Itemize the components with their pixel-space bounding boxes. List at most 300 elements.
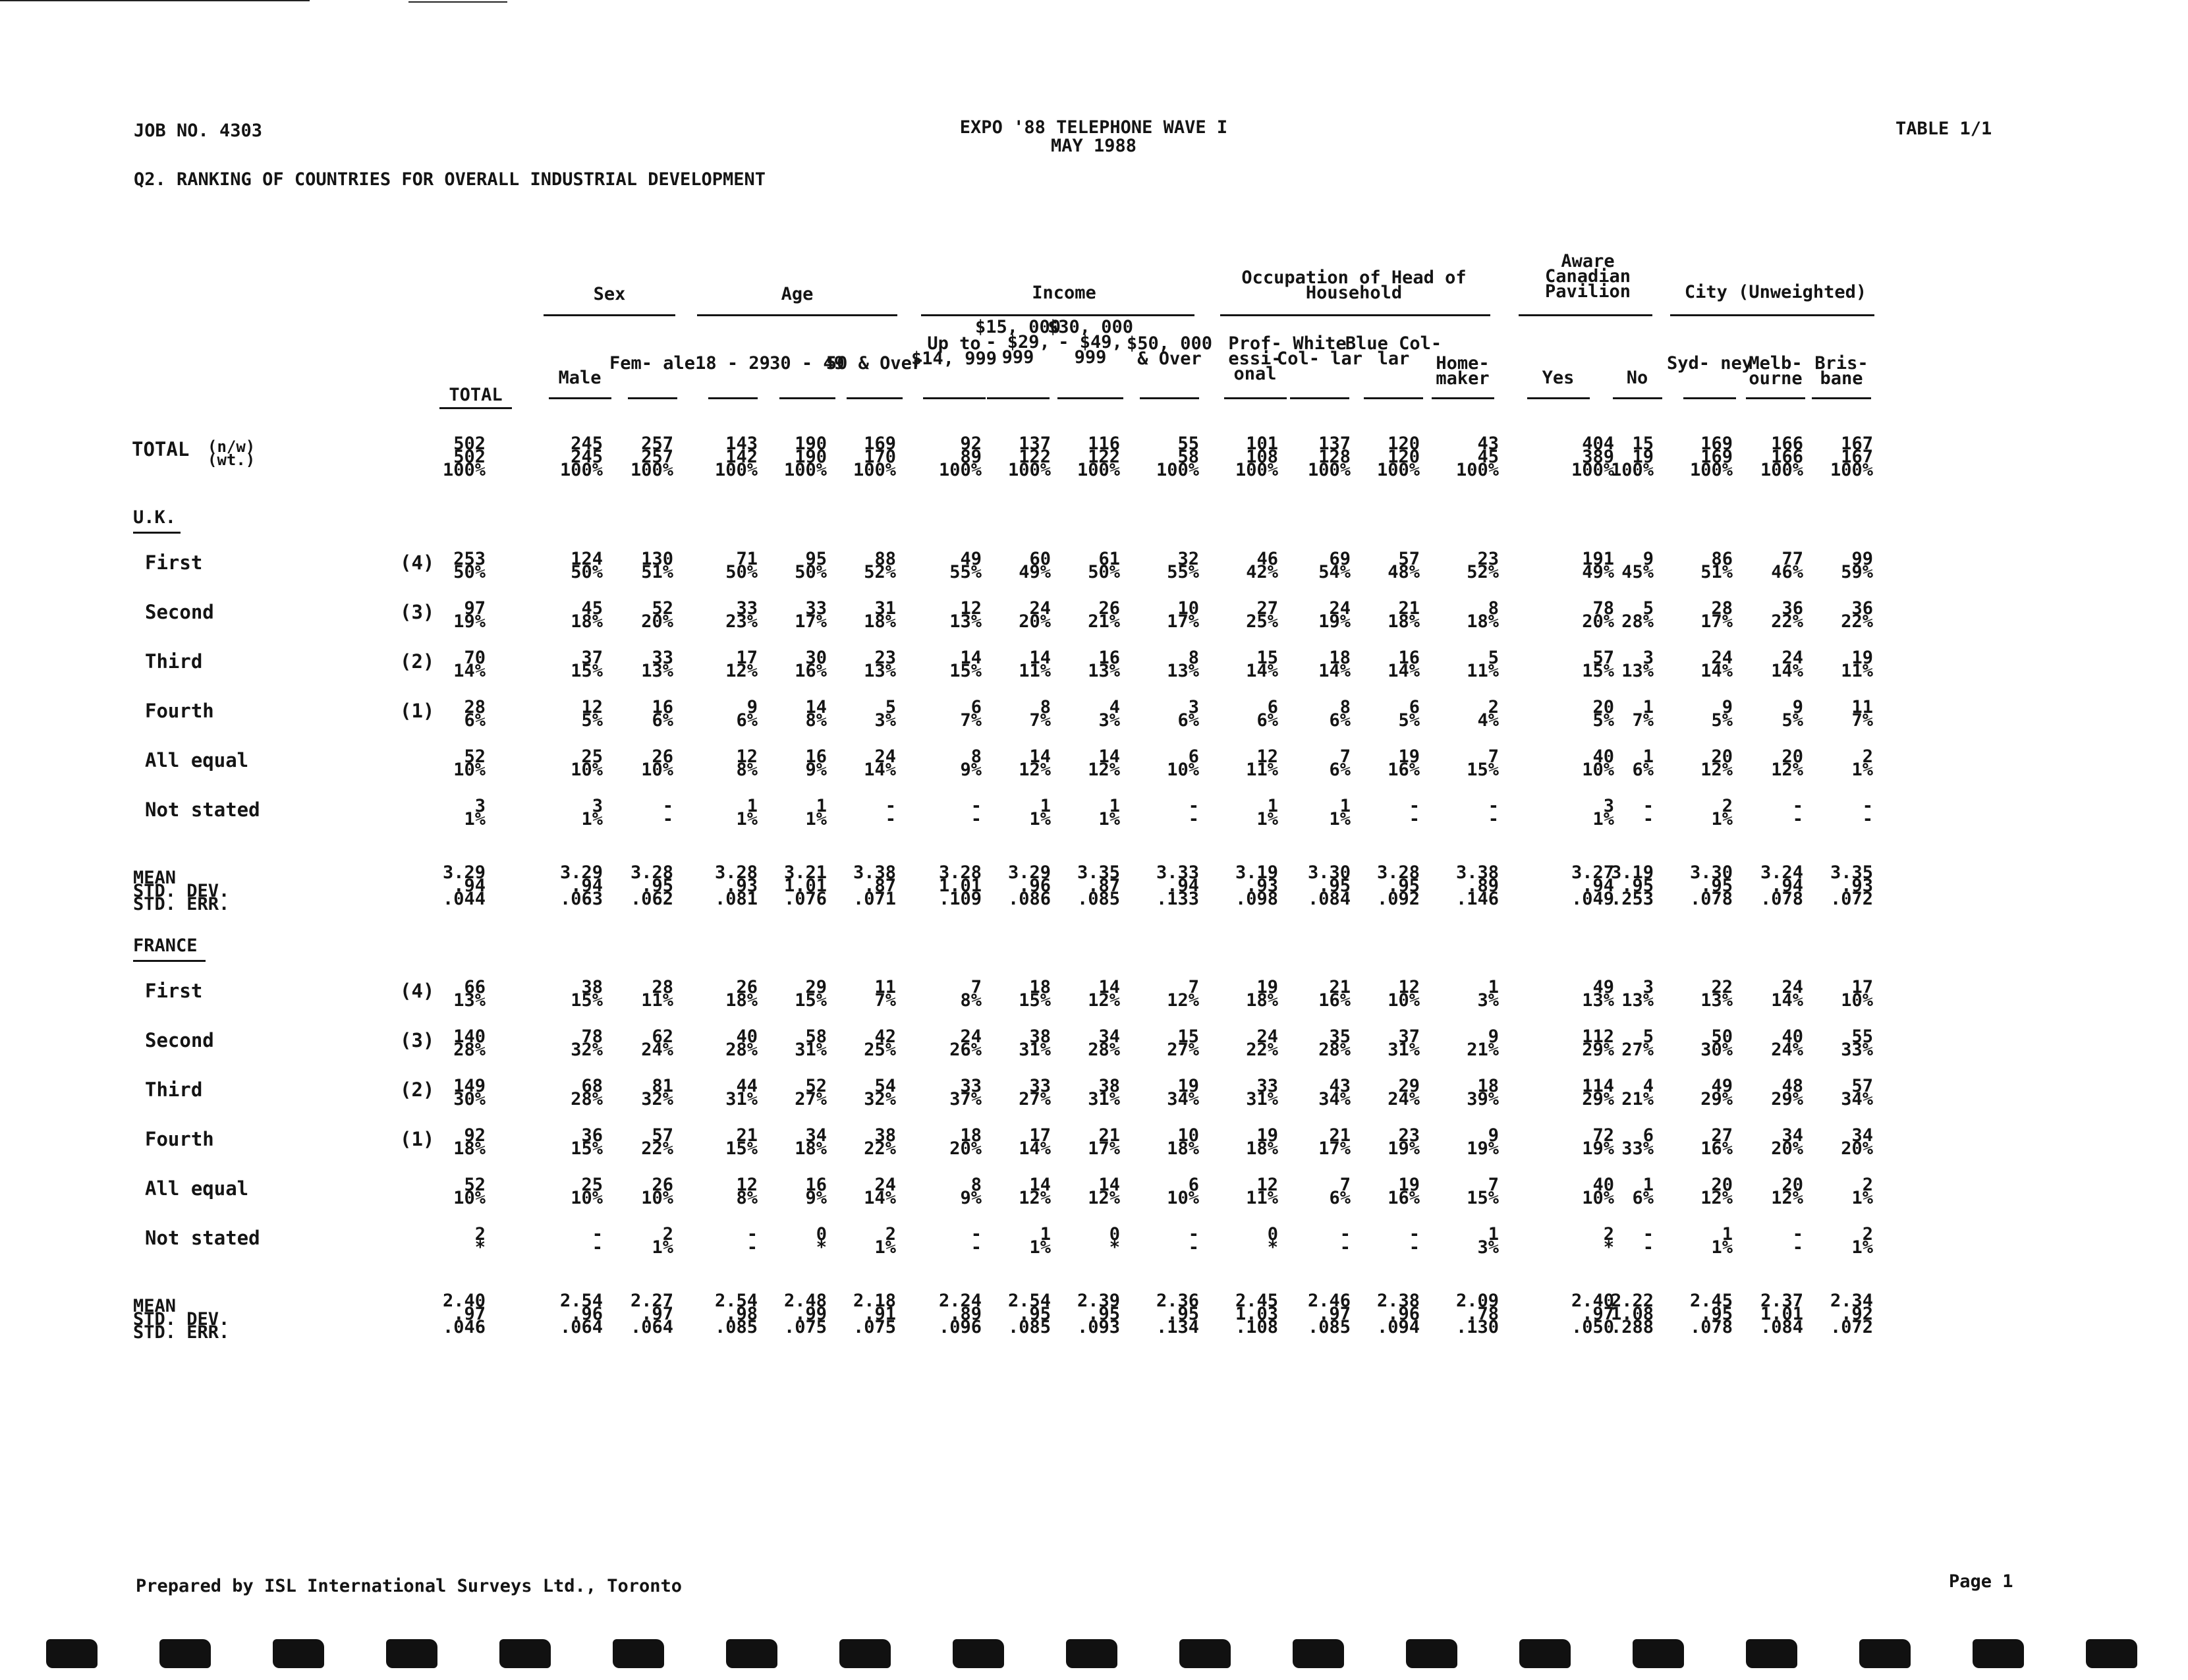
section-title-underline [133,960,206,962]
table-cell: 49 55% [949,549,982,582]
scan-mark [839,1639,891,1668]
table-cell: 70 14% [453,648,486,681]
scan-mark [386,1639,437,1668]
table-cell: 190 190 100% [783,434,827,480]
table-cell: 1 1% [1098,796,1120,829]
column-header-underline [1432,397,1494,399]
group-header-label: Income [1032,283,1096,303]
row-label: Fourth [145,700,214,722]
table-cell: 169 169 100% [1689,434,1733,480]
column-header-underline [628,397,677,399]
table-cell: - - [662,796,673,829]
table-cell: 26 10% [641,746,673,780]
table-cell: 2.54 .96 .064 [559,1291,603,1337]
table-cell: 40 10% [1582,746,1614,780]
row-label: Second [145,601,214,623]
table-cell: 5 3% [874,697,896,731]
table-cell: 15 19 100% [1610,434,1654,480]
table-cell: 24 14% [1700,648,1733,681]
table-cell: 14 15% [949,648,982,681]
table-cell: 50 30% [1700,1026,1733,1060]
table-cell: 9 6% [736,697,758,731]
table-cell: - - [1792,796,1803,829]
column-header: $50, 000 & Over [1126,333,1213,369]
column-header: Male [558,368,602,388]
scan-mark [613,1639,664,1668]
table-cell: 69 54% [1318,549,1351,582]
table-cell: 35 28% [1318,1026,1351,1060]
table-cell: 3.30 .95 .084 [1307,862,1351,909]
table-cell: 257 257 100% [630,434,673,480]
table-number: TABLE 1/1 [1895,119,1992,139]
table-cell: 14 12% [1019,1175,1051,1208]
table-cell: 1 1% [1711,1224,1733,1258]
scan-mark [1179,1639,1231,1668]
table-cell: 140 28% [453,1026,486,1060]
table-cell: 60 49% [1019,549,1051,582]
table-cell: 2.40 .97 .046 [442,1291,486,1337]
table-cell: 2.22 1.08 .288 [1610,1291,1654,1337]
table-cell: 3.28 1.01 .109 [938,862,982,909]
table-cell: 6 6% [1256,697,1278,731]
table-cell: 33 23% [725,598,758,632]
table-cell: 57 15% [1582,648,1614,681]
row-label: First [145,551,203,574]
scan-mark [1859,1639,1911,1668]
column-header: No [1626,368,1648,388]
column-header-underline [708,397,758,399]
table-cell: 0 * [1109,1224,1120,1258]
table-cell: 7 6% [1329,1175,1351,1208]
table-cell: 78 20% [1582,598,1614,632]
table-cell: 29 15% [795,977,827,1011]
table-cell: 1 7% [1632,697,1654,731]
table-cell: 14 12% [1088,977,1120,1011]
table-cell: 38 22% [864,1125,896,1159]
table-cell: 2.37 1.01 .084 [1760,1291,1803,1337]
table-cell: 112 29% [1582,1026,1614,1060]
table-cell: 15 14% [1246,648,1278,681]
table-cell: 3.30 .95 .078 [1689,862,1733,909]
table-cell: 2.36 .95 .134 [1156,1291,1199,1337]
table-cell: 29 24% [1388,1076,1420,1109]
table-cell: 24 14% [864,1175,896,1208]
table-cell: 21 17% [1318,1125,1351,1159]
table-cell: 2.45 .95 .078 [1689,1291,1733,1337]
table-cell: 23 19% [1388,1125,1420,1159]
table-cell: 14 8% [805,697,827,731]
table-cell: 40 28% [725,1026,758,1060]
table-cell: 28 17% [1700,598,1733,632]
table-cell: 143 142 100% [714,434,758,480]
page-number: Page 1 [1949,1571,2013,1592]
table-cell: - - [1792,1224,1803,1258]
table-cell: 48 29% [1771,1076,1803,1109]
column-header-underline [1812,397,1871,399]
table-cell: - - [1409,796,1420,829]
table-cell: 3.28 .95 .092 [1376,862,1420,909]
table-cell: 1 1% [1256,796,1278,829]
report-title-line1: EXPO '88 TELEPHONE WAVE I [959,117,1228,138]
table-cell: 4 21% [1621,1076,1654,1109]
table-cell: 16 9% [805,746,827,780]
table-cell: 58 31% [795,1026,827,1060]
table-cell: 120 120 100% [1376,434,1420,480]
column-header-underline [549,397,611,399]
table-cell: 2 1% [1851,746,1873,780]
group-header-label: Age [781,284,814,304]
table-cell: 66 13% [453,977,486,1011]
table-cell: 17 10% [1841,977,1873,1011]
table-cell: 116 122 100% [1077,434,1120,480]
row-label: Second [145,1029,214,1051]
table-cell: 137 122 100% [1007,434,1051,480]
table-cell: 37 15% [571,648,603,681]
table-cell: - - [970,796,982,829]
scan-mark [1293,1639,1344,1668]
table-cell: 2 1% [1711,796,1733,829]
table-cell: 101 108 100% [1235,434,1278,480]
table-cell: 8 18% [1467,598,1499,632]
table-cell: 34 20% [1771,1125,1803,1159]
table-cell: 8 6% [1329,697,1351,731]
table-cell: 0 * [816,1224,827,1258]
table-cell: 52 27% [795,1076,827,1109]
table-cell: 21 15% [725,1125,758,1159]
table-cell: 24 19% [1318,598,1351,632]
table-cell: 2.38 .96 .094 [1376,1291,1420,1337]
table-cell: 24 14% [1771,648,1803,681]
table-cell: 99 59% [1841,549,1873,582]
table-cell: 16 14% [1388,648,1420,681]
top-edge-line-2 [408,1,507,3]
section-title: U.K. [133,507,177,528]
table-cell: 9 5% [1711,697,1733,731]
table-cell: 38 31% [1088,1076,1120,1109]
column-header-underline [923,397,986,399]
table-cell: 6 5% [1398,697,1420,731]
table-cell: 57 48% [1388,549,1420,582]
scan-mark [953,1639,1004,1668]
table-cell: 25 10% [571,1175,603,1208]
column-header-underline [1057,397,1123,399]
table-cell: 19 11% [1841,648,1873,681]
table-cell: 27 16% [1700,1125,1733,1159]
scan-mark [1633,1639,1684,1668]
table-cell: 16 9% [805,1175,827,1208]
table-cell: 44 31% [725,1076,758,1109]
table-cell: 5 28% [1621,598,1654,632]
table-cell: 1 1% [736,796,758,829]
table-cell: 3.28 .95 .062 [630,862,673,909]
table-cell: 1 1% [1029,1224,1051,1258]
table-cell: 3.28 .93 .081 [714,862,758,909]
table-cell: 2 * [474,1224,486,1258]
table-cell: 2.40 .97 .050 [1571,1291,1614,1337]
table-cell: 1 1% [1029,796,1051,829]
table-cell: 2.34 .92 .072 [1830,1291,1873,1337]
table-cell: 46 42% [1246,549,1278,582]
column-header-underline [1683,397,1736,399]
total-row-sublabel: (n/w) (wt.) [208,437,256,469]
table-cell: 40 24% [1771,1026,1803,1060]
group-header-label: Occupation of Head of Household [1241,267,1467,303]
scan-mark [1746,1639,1797,1668]
row-score-code: (2) [400,650,435,673]
job-number: JOB NO. 4303 [134,121,263,141]
table-cell: 3 13% [1621,977,1654,1011]
table-cell: 18 39% [1467,1076,1499,1109]
table-cell: 3.19 .93 .098 [1235,862,1278,909]
column-header: Bris- bane [1814,353,1868,389]
table-cell: 9 45% [1621,549,1654,582]
table-cell: 49 29% [1700,1076,1733,1109]
table-cell: 14 12% [1019,746,1051,780]
table-cell: 16 13% [1088,648,1120,681]
table-cell: 33 13% [641,648,673,681]
table-cell: 8 9% [960,746,982,780]
table-cell: 502 502 100% [442,434,486,480]
table-cell: 12 11% [1246,1175,1278,1208]
column-header: $30, 000 - $49, 999 [1047,317,1134,368]
table-cell: 12 11% [1246,746,1278,780]
table-cell: 3 13% [1621,648,1654,681]
table-cell: 26 21% [1088,598,1120,632]
table-cell: 3 1% [464,796,486,829]
column-header: 18 - 29 [695,353,770,374]
row-label: Not stated [145,1227,260,1249]
table-cell: 22 13% [1700,977,1733,1011]
table-cell: 20 12% [1700,746,1733,780]
scan-mark [2086,1639,2137,1668]
scan-mark [1406,1639,1457,1668]
table-cell: 21 18% [1388,598,1420,632]
table-cell: 20 12% [1771,746,1803,780]
column-header-underline [1364,397,1423,399]
scan-mark [46,1639,98,1668]
table-cell: 19 34% [1167,1076,1199,1109]
table-cell: - - [592,1224,603,1258]
column-header: 50 & Over [826,353,923,374]
table-cell: 3.27 .94 .049 [1571,862,1614,909]
table-cell: 81 32% [641,1076,673,1109]
scan-mark [726,1639,777,1668]
report-title-line2: MAY 1988 [1050,136,1137,156]
table-cell: 55 58 100% [1156,434,1199,480]
table-cell: 33 37% [949,1076,982,1109]
scan-mark [1519,1639,1571,1668]
table-cell: 2.54 .95 .085 [1007,1291,1051,1337]
table-cell: 21 17% [1088,1125,1120,1159]
column-header-underline [1140,397,1199,399]
group-header-underline [1220,314,1490,316]
group-header-label: City (Unweighted) [1684,282,1867,302]
table-cell: - - [970,1224,982,1258]
table-cell: 3.38 .89 .146 [1455,862,1499,909]
group-header-label: Aware Canadian Pavilion [1544,251,1631,302]
table-cell: 78 32% [571,1026,603,1060]
table-cell: 10 17% [1167,598,1199,632]
table-cell: 57 34% [1841,1076,1873,1109]
table-cell: - - [1339,1224,1351,1258]
table-cell: 6 10% [1167,746,1199,780]
table-cell: 6 7% [960,697,982,731]
table-cell: 3.33 .94 .133 [1156,862,1199,909]
scan-mark [1973,1639,2024,1668]
table-cell: 7 15% [1467,746,1499,780]
row-label: Third [145,650,203,673]
table-cell: 24 14% [864,746,896,780]
table-cell: 38 15% [571,977,603,1011]
table-cell: 14 11% [1019,648,1051,681]
column-header: TOTAL [449,385,503,405]
table-cell: 18 20% [949,1125,982,1159]
table-cell: - - [1862,796,1873,829]
table-cell: 5 11% [1467,648,1499,681]
column-header-underline [847,397,903,399]
table-cell: 36 22% [1841,598,1873,632]
row-score-code: (1) [400,700,435,722]
table-cell: 26 18% [725,977,758,1011]
row-score-code: (3) [400,601,435,623]
table-cell: 5 27% [1621,1026,1654,1060]
column-header-underline [439,407,512,409]
table-cell: 7 15% [1467,1175,1499,1208]
table-cell: 55 33% [1841,1026,1873,1060]
table-cell: 169 170 100% [853,434,896,480]
column-header: Fem- ale [609,353,696,374]
table-cell: 2 1% [1851,1224,1873,1258]
table-cell: 3.35 .87 .085 [1077,862,1120,909]
table-cell: 3.21 1.01 .076 [783,862,827,909]
group-header-underline [544,314,675,316]
table-cell: 2.48 .99 .075 [783,1291,827,1337]
table-cell: 32 55% [1167,549,1199,582]
table-cell: - - [1642,1224,1654,1258]
column-header: Up to $14, 999 [911,333,997,369]
table-cell: 43 34% [1318,1076,1351,1109]
table-cell: 2.54 .98 .085 [714,1291,758,1337]
table-cell: 17 14% [1019,1125,1051,1159]
column-header: White Col- lar [1276,333,1363,369]
table-cell: 49 13% [1582,977,1614,1011]
table-cell: 2.45 1.03 .108 [1235,1291,1278,1337]
table-cell: 97 19% [453,598,486,632]
table-cell: 52 10% [453,1175,486,1208]
row-label: Not stated [145,798,260,821]
column-header-underline [779,397,835,399]
table-cell: 24 22% [1246,1026,1278,1060]
table-cell: - - [1188,796,1199,829]
group-header-underline [1670,314,1874,316]
table-cell: 86 51% [1700,549,1733,582]
table-cell: 10 18% [1167,1125,1199,1159]
table-cell: 26 10% [641,1175,673,1208]
table-cell: 2 4% [1477,697,1499,731]
column-header-underline [987,397,1050,399]
section-title-underline [133,532,181,534]
table-cell: 9 21% [1467,1026,1499,1060]
scan-mark [1066,1639,1117,1668]
table-cell: 3.19 .95 .253 [1610,862,1654,909]
table-cell: 1 1% [1329,796,1351,829]
row-label: First [145,980,203,1002]
table-cell: 114 29% [1582,1076,1614,1109]
column-header-underline [1290,397,1349,399]
table-cell: 12 8% [736,1175,758,1208]
row-score-code: (2) [400,1078,435,1101]
table-cell: 12 5% [581,697,603,731]
table-cell: 31 18% [864,598,896,632]
column-header: Prof- essi- onal [1228,333,1282,384]
table-cell: 11 7% [1851,697,1873,731]
table-cell: 3 6% [1177,697,1199,731]
row-label: Third [145,1078,203,1101]
table-cell: 24 26% [949,1026,982,1060]
table-cell: 17 12% [725,648,758,681]
total-row-label: TOTAL [132,438,190,461]
table-cell: 52 20% [641,598,673,632]
table-cell: 1 6% [1632,1175,1654,1208]
table-cell: 137 128 100% [1307,434,1351,480]
table-cell: 36 15% [571,1125,603,1159]
table-cell: 2 1% [874,1224,896,1258]
table-cell: 7 12% [1167,977,1199,1011]
table-cell: 7 6% [1329,746,1351,780]
table-cell: 24 20% [1019,598,1051,632]
column-header: Home- maker [1436,353,1490,389]
table-cell: 2.24 .89 .096 [938,1291,982,1337]
row-label: Fourth [145,1128,214,1150]
table-cell: 33 31% [1246,1076,1278,1109]
table-cell: 9 19% [1467,1125,1499,1159]
table-cell: 33 17% [795,598,827,632]
table-cell: 14 12% [1088,746,1120,780]
table-cell: 6 33% [1621,1125,1654,1159]
table-cell: 18 15% [1019,977,1051,1011]
table-cell: 34 28% [1088,1026,1120,1060]
table-cell: 12 13% [949,598,982,632]
prepared-by: Prepared by ISL International Surveys Ltd., Toronto [136,1576,683,1596]
question-title: Q2. RANKING OF COUNTRIES FOR OVERALL INDUSTRIAL DEVELOPMENT [134,169,766,190]
table-cell: 2 1% [1851,1175,1873,1208]
scan-mark [273,1639,324,1668]
table-cell: 2.09 .78 .130 [1455,1291,1499,1337]
column-header-underline [1746,397,1805,399]
table-cell: 19 16% [1388,746,1420,780]
row-score-code: (1) [400,1128,435,1150]
table-cell: 68 28% [571,1076,603,1109]
group-header-label: Sex [593,284,626,304]
table-cell: 71 50% [725,549,758,582]
table-cell: 1 3% [1477,977,1499,1011]
row-score-code: (3) [400,1029,435,1051]
column-header-underline [1224,397,1287,399]
top-edge-line [0,0,310,1]
table-cell: 23 52% [1467,549,1499,582]
table-cell: 0 * [1267,1224,1278,1258]
table-cell: 34 20% [1841,1125,1873,1159]
table-cell: 404 389 100% [1571,434,1614,480]
table-cell: 20 12% [1700,1175,1733,1208]
table-cell: 54 32% [864,1076,896,1109]
table-cell: 45 18% [571,598,603,632]
table-cell: 24 14% [1771,977,1803,1011]
table-cell: 8 7% [1029,697,1051,731]
table-cell: 16 6% [652,697,673,731]
stats-labels: MEAN STD. DEV. STD. ERR. [133,868,230,914]
table-cell: 28 6% [464,697,486,731]
